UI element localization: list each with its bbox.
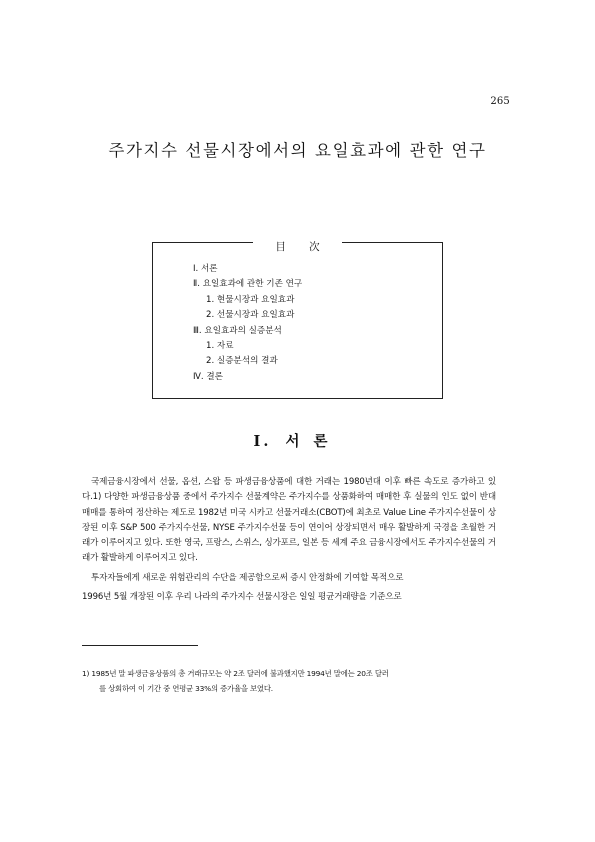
toc-subitem: 2. 선물시장과 요일효과: [206, 310, 295, 321]
toc-list: [193, 262, 302, 385]
toc-item: Ⅲ. 요일효과의 실증분석: [193, 325, 282, 336]
section-title: 서론: [285, 433, 342, 450]
footnote: [82, 666, 496, 696]
toc-item: Ⅱ. 요일효과에 관한 기존 연구: [193, 279, 303, 290]
page-number: 265: [490, 96, 510, 107]
footnote-line-2: 를 상회하여 이 기간 중 연평균 33%의 증가율을 보였다.: [99, 684, 273, 693]
toc-heading-wrap: [153, 235, 442, 255]
toc-item: Ⅳ. 결론: [193, 371, 223, 382]
toc-subitem: 1. 자료: [206, 341, 234, 352]
paragraph-2: 투자자들에게 새로운 위험관리의 수단을 제공함으로써 증시 안정화에 기여할 목적으로: [91, 572, 404, 583]
toc-subitem: 2. 실증분석의 결과: [206, 356, 278, 367]
footnote-divider: [82, 645, 198, 646]
paragraph-3: 1996년 5월 개장된 이후 우리 나라의 주가지수 선물시장은 일일 평균거래량을 기준으로: [82, 592, 402, 603]
toc-subitem: 1. 현물시장과 요일효과: [206, 294, 295, 305]
section-heading: [0, 430, 595, 451]
table-of-contents: [152, 242, 443, 399]
footnote-line-1: 1) 1985년 말 파생금융상품의 총 거래규모는 약 2조 달러에 불과했지만 1994년 말에는 20조 달러: [82, 669, 389, 678]
paragraph-1: 국제금융시장에서 선물, 옵션, 스왑 등 파생금융상품에 대한 거래는 1980년대 이후 빠른 속도로 증가하고 있다.1) 다양한 파생금융상품 중에서 주가지수 선물계약은 주가지수를 상품화하여 매매한 후 실물의 인도 없이 반대매매를 통하여 정산하는 제도로 1982년 미국 시카고 선물거래소(CBOT)에 최초로 Value Line 주가지수선물이 상장된 이후 S&P 500 주가지수선물, NYSE 주가지수선물 등이 연이어 상장되면서 매우 활발하게 국경을 초월한 거래가 이루어지고 있다. 또한 영국, 프랑스, 스위스, 싱가포르, 일본 등 세계 주요 금융시장에서도 주가지수선물의 거래가 활발하게 이루어지고 있다.: [82, 477, 496, 564]
paper-title: 주가지수 선물시장에서의 요일효과에 관한 연구: [108, 141, 487, 160]
body-text: [82, 475, 496, 605]
section-numeral: Ⅰ.: [253, 433, 272, 450]
toc-heading: 目 次: [253, 241, 341, 253]
toc-item: Ⅰ. 서론: [193, 264, 218, 274]
